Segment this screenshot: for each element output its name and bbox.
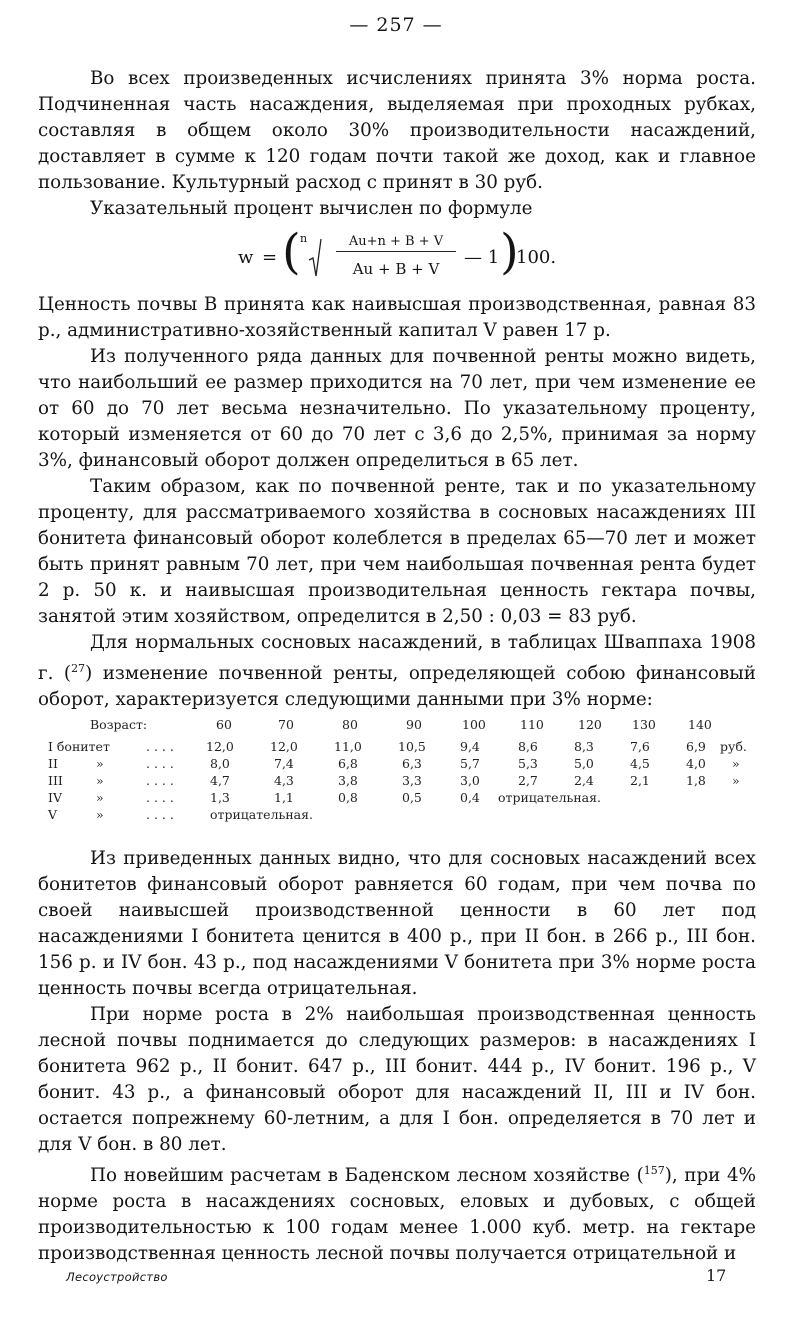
table-header-row	[36, 716, 766, 738]
table-cell: 8,0	[210, 756, 230, 771]
row-label: III	[48, 773, 63, 788]
table-cell: 9,4	[460, 739, 480, 754]
table-cell: 6,9	[686, 739, 706, 754]
paragraph-text: Таким образом, как по почвенной ренте, так и по указательному проценту, для рассматриваемого хозяйства в сосновых насаждениях III бонитета финансовый оборот колеблется в пределах 65—70 лет и может быть принят равным 70 лет, при чем наибольшая почвенная рента будет 2 р. 50 к. и наивысшая производительная ценность гектара почвы, занятой этим хозяйством, определится в 2,50 : 0,03 = 83 руб.	[38, 476, 756, 627]
formula-factor: 100.	[516, 247, 557, 268]
table-cell: 12,0	[206, 739, 234, 754]
table-cell: 0,5	[402, 790, 422, 805]
row-ditto: »	[96, 773, 104, 788]
paragraph-rotation-60	[38, 846, 756, 1002]
table-header-cell: 120	[578, 717, 602, 732]
table-row	[36, 738, 766, 755]
table-cell: 11,0	[334, 739, 362, 754]
paragraph-text: ), при 4% норме роста в насаждениях сосновых, еловых и дубовых, с общей производительностью к 100 годам менее 1.000 куб. метр. на гектаре производственная ценность лесной почвы получается отрицательной и	[38, 1165, 757, 1265]
table-row	[36, 789, 766, 806]
formula-left-paren: (	[282, 224, 301, 280]
table-cell: 8,6	[518, 739, 538, 754]
row-ditto: »	[96, 790, 104, 805]
radical-sign-icon	[308, 238, 322, 278]
paragraph-soil-value	[38, 292, 756, 344]
formula-lhs: w	[238, 247, 254, 268]
paragraph-text: Ценность почвы B принята как наивысшая производственная, равная 83 р., административно-хозяйственный капитал V равен 17 р.	[38, 294, 756, 341]
paragraph-norm-2-percent	[38, 1002, 756, 1158]
table-cell: 4,3	[274, 773, 294, 788]
table-cell: 4,7	[210, 773, 230, 788]
row-unit: »	[732, 773, 740, 788]
table-cell: 5,0	[574, 756, 594, 771]
paragraph-text: Из приведенных данных видно, что для сосновых насаждений всех бонитетов финансовый оборот равняется 60 годам, при чем почва по своей наивысшей производственной ценности в 60 лет под насаждениями I бонитета ценится в 400 р., при II бон. в 266 р., III бон. 156 р. и IV бон. 43 р., под насаждениями V бонитета при 3% норме роста ценность почвы всегда отрицательная.	[38, 848, 756, 999]
row-unit: »	[732, 756, 740, 771]
table-cell: 1,8	[686, 773, 706, 788]
formula-denominator: Au + B + V	[352, 260, 440, 278]
row-tail: отрицательная.	[210, 807, 313, 822]
paragraph-baden	[38, 1158, 756, 1267]
table-cell: 5,7	[460, 756, 480, 771]
paragraph-schwappach	[38, 630, 756, 713]
table-row	[36, 806, 766, 823]
table-cell: 3,0	[460, 773, 480, 788]
table-cell: 6,8	[338, 756, 358, 771]
table-cell: 8,3	[574, 739, 594, 754]
table-cell: 0,4	[460, 790, 480, 805]
row-dots: . . . .	[146, 739, 174, 754]
table-cell: 3,3	[402, 773, 422, 788]
table-header-cell: 70	[278, 717, 294, 732]
row-tail: отрицательная.	[498, 790, 601, 805]
formula-numerator: Au+n + B + V	[336, 234, 456, 252]
table-cell: 5,3	[518, 756, 538, 771]
row-ditto: »	[96, 756, 104, 771]
row-dots: . . . .	[146, 773, 174, 788]
table-cell: 7,6	[630, 739, 650, 754]
table-header-cell: 130	[632, 717, 656, 732]
table-cell: 2,1	[630, 773, 650, 788]
paragraph-formula-intro	[38, 196, 756, 222]
paragraph-text: При норме роста в 2% наибольшая производственная ценность лесной почвы поднимается до следующих размеров: в насаждениях I бонитета 962 р., II бонит. 647 р., III бонит. 444 р., IV бонит. 196 р., V бонит. 43 р., а финансовый оборот для насаждений II, III и IV бон. остается попрежнему 60-летним, а для I бон. определяется в 70 лет и для V бон. в 80 лет.	[38, 1004, 756, 1155]
table-header-cell: 110	[520, 717, 544, 732]
table-cell: 2,4	[574, 773, 594, 788]
table-header-cell: 60	[216, 717, 232, 732]
formula-root-index: n	[300, 232, 308, 245]
paragraph-conclusion	[38, 474, 756, 630]
row-ditto: »	[96, 807, 104, 822]
table-cell: 1,1	[274, 790, 294, 805]
paragraph-text: Указательный процент вычислен по формуле	[90, 198, 533, 219]
table-cell: 3,8	[338, 773, 358, 788]
row-label: IV	[48, 790, 62, 805]
row-dots: . . . .	[146, 756, 174, 771]
paragraph-text: ) изменение почвенной ренты, определяющей собою финансовый оборот, характеризуется следующими данными при 3% норме:	[38, 663, 756, 711]
table-cell: 7,4	[274, 756, 294, 771]
row-dots: . . . .	[146, 807, 174, 822]
formula-equals: =	[262, 247, 278, 268]
table-row	[36, 772, 766, 789]
footer-sheet-number: 17	[706, 1266, 727, 1285]
row-label: V	[48, 807, 58, 822]
index-percent-formula	[238, 224, 568, 288]
table-cell: 0,8	[338, 790, 358, 805]
table-row	[36, 755, 766, 772]
row-dots: . . . .	[146, 790, 174, 805]
table-cell: 2,7	[518, 773, 538, 788]
paragraph-text: Для нормальных сосновых насаждений, в таблицах Шваппаха 1908 г. (	[38, 632, 756, 685]
paragraph-text: Во всех произведенных исчислениях принята 3% норма роста. Подчиненная часть насаждения, выделяемая при проходных рубках, составляя в общем около 30% производительности насаждений, доставляет в сумме к 120 годам почти такой же доход, как и главное пользование. Культурный расход с принят в 30 руб.	[38, 68, 756, 193]
paragraph-soil-rent	[38, 344, 756, 474]
footnote-ref: 157	[643, 1164, 665, 1177]
table-cell: 4,5	[630, 756, 650, 771]
table-header-cell: 90	[406, 717, 422, 732]
paragraph-text: По новейшим расчетам в Баденском лесном хозяйстве (	[90, 1165, 644, 1187]
table-header-cell: 80	[342, 717, 358, 732]
table-header-cell: 140	[688, 717, 712, 732]
footer-signature: Лесоустройство	[66, 1270, 168, 1284]
footnote-ref: 27	[71, 662, 86, 675]
paragraph-text: Из полученного ряда данных для почвенной ренты можно видеть, что наибольший ее размер приходится на 70 лет, при чем изменение ее от 60 до 70 лет весьма незначительно. По указательному проценту, который изменяется от 60 до 70 лет с 3,6 до 2,5%, принимая за норму 3%, финансовый оборот должен определиться в 65 лет.	[38, 346, 756, 471]
formula-right-paren: )	[500, 224, 519, 280]
formula-minus-one: — 1	[464, 247, 500, 268]
soil-rent-table	[36, 716, 766, 823]
table-header-label: Возраст:	[90, 717, 148, 732]
row-label: II	[48, 756, 58, 771]
table-cell: 6,3	[402, 756, 422, 771]
row-unit: руб.	[720, 739, 747, 754]
row-label: I бонитет	[48, 739, 110, 754]
page-number: — 257 —	[349, 14, 443, 36]
table-cell: 12,0	[270, 739, 298, 754]
paragraph-growth-norm	[38, 66, 756, 196]
table-cell: 1,3	[210, 790, 230, 805]
table-cell: 4,0	[686, 756, 706, 771]
table-cell: 10,5	[398, 739, 426, 754]
table-header-cell: 100	[462, 717, 486, 732]
